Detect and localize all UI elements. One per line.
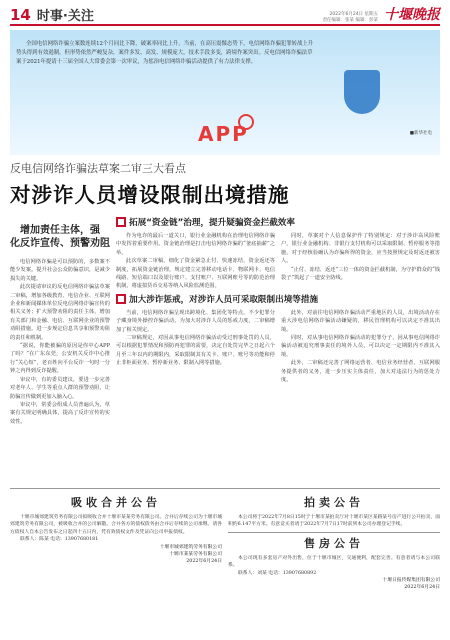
section1-col1 bbox=[116, 232, 275, 291]
section2-heading bbox=[116, 293, 440, 305]
paragraph: 同时，对从事电信网络诈骗活动的犯罪分子，因从事电信网络诈骗活动被追究刑事责任的境外人员，可以决定一定期限内不准其入境。 bbox=[281, 335, 440, 358]
paragraph: 作为电诈的最后一道关口，银行业金融机构在治理电信网络诈骗中发挥着重要作用。资金链治理是打击电信网络诈骗的“釜底抽薪”之举。 bbox=[116, 233, 275, 256]
auction-notice bbox=[228, 492, 440, 592]
page-header bbox=[10, 4, 440, 26]
sale-notice-sign: 十堰日报传媒集团有限公司 bbox=[382, 578, 440, 584]
section2-title: 加大涉诈惩戒，对涉诈人员可采取限制出境等措施 bbox=[129, 294, 319, 305]
app-label: APP bbox=[198, 122, 249, 146]
section2-body bbox=[116, 309, 440, 385]
paragraph: 审议中，常委会组成人员普遍认为，草案有关规定明确具体，提高了反诈宣传的实效性。 bbox=[10, 401, 110, 425]
right-column bbox=[116, 214, 440, 426]
paragraph: 二审稿规定，对因从事电信网络诈骗活动受过刑事处罚的人员，可以根据犯罪情况和预防再犯罪的需要，决定自处罚完毕之日起六个月至三年以内的期限内，采取限制其有关卡、账户、账号等功能和停止非柜面业务、暂停新业务、限制入网等措施。 bbox=[116, 335, 275, 367]
sale-notice-title: 售房公告 bbox=[304, 536, 364, 550]
photo-credit: ■新华社电 bbox=[409, 131, 432, 136]
sale-notice-contact: 联系人：刘某 电话：13907680892 bbox=[238, 570, 317, 576]
section1-body bbox=[116, 232, 440, 291]
paragraph: 此外，对前往电信网络诈骗活动严重地区的人员，出境活动存在重大涉电信网络诈骗活动嫌疑的，移民管理机构可以决定不准其出境。 bbox=[281, 309, 440, 333]
paragraph: 当前，电信网络诈骗呈现出跨境化、集团化等特点，不少犯罪分子藏身境外操控诈骗活动。为加大对涉诈人员的惩戒力度，二审稿增加了相关规定。 bbox=[116, 309, 275, 333]
section1-title: 拓展“资金链”治理，提升疑骗资金拦截效率 bbox=[129, 218, 295, 228]
section2-col1 bbox=[116, 309, 275, 385]
article-headline: 对涉诈人员增设限制出境措施 bbox=[10, 183, 290, 207]
header-date: 2022年6月24日 星期五 bbox=[329, 12, 378, 17]
merger-notice-contact: 联系人：陈某 电话：13907680181 bbox=[20, 537, 99, 543]
auction-notice-title: 拍卖公告 bbox=[304, 496, 364, 509]
sale-notice-date: 2022年6月24日 bbox=[404, 585, 440, 591]
paragraph: “止付、冻结、返还”三位一体的资金拦截机制，为守护群众的“钱袋子”筑起了一道安全防线。 bbox=[281, 266, 440, 282]
paragraph: 审议中，有的委员建议，要进一步完善对老年人、学生等重点人群的预警劝阻，让防骗宣传做到更加入脑入心。 bbox=[10, 376, 110, 400]
paragraph: 同时，草案对个人信息保护作了特别规定：对于涉诈高风险账户，银行业金融机构、非银行支付机构可以采取限制、暂停服务等措施，对于经核验确认为诈骗所得的资金，应当按照规定及时返还被害人。 bbox=[281, 233, 440, 265]
section1-heading bbox=[116, 216, 440, 228]
intro-text: 全国电信网络诈骗立案数连续12个月同比下降，破案率同比上升。当前，在高压震慑态势下，电信网络诈骗犯罪转战上升势头得到有效遏制，但形势依然严峻复杂，案件多发、高发、规模庞大，技术手段多变，跨境作案突出。反电信网络诈骗法草案于2021年提请十三届全国人大常委会第一次审议，为惩治电信网络诈骗活动提供了有力法律支撑。 bbox=[16, 41, 314, 65]
merger-notice bbox=[10, 492, 222, 592]
section1-col2 bbox=[281, 232, 440, 291]
header-meta bbox=[94, 12, 378, 24]
section-marker-icon bbox=[116, 217, 126, 227]
newspaper-logo: 十堰晚报 bbox=[384, 7, 440, 23]
paragraph: 此次草案二审稿，细化了资金紧急止付、快速冻结、资金返还等制度，拓展资金链治理。规定建立完善移动电话卡、物联网卡、电信线路、短信端口以及银行账户、支付账户、互联网账号等的防范治理机制，将虚拟货币交易等纳入风险监测范围。 bbox=[116, 258, 275, 290]
merger-notice-body: 十堰市城郊建筑劳务有限公司拟吸收合并十堰市某某劳务有限公司。合并后存续公司为十堰市城郊建筑劳务有限公司，被吸收合并的公司解散。合并各方的债权债务由合并后存续的公司承继。请各方债权人自本公告发布之日起四十五日内，凭有效债权文件及凭证向公司申报债权。 bbox=[10, 515, 222, 535]
section-title: 时事·关注 bbox=[36, 9, 94, 24]
left-column bbox=[10, 214, 110, 426]
merger-notice-date: 2022年6月24日 bbox=[186, 559, 222, 565]
sale-notice bbox=[228, 532, 440, 592]
paragraph: “据说，你能被骗的原因是你中心APP了吗？”在广东东莞，公安机关反诈中心推行“关心短”，老百姓向平台反诈一句时一分钟之内得到反诈提醒。 bbox=[10, 343, 110, 375]
left-subhead-line2: 化反诈宣传、预警劝阻 bbox=[10, 238, 110, 249]
merger-notice-title: 吸收合并公告 bbox=[71, 496, 161, 509]
section-marker-icon bbox=[116, 294, 126, 304]
left-subhead bbox=[10, 224, 110, 250]
sale-notice-body: 本公司现有多套房产对外出售，位于十堰市城区，交通便利，配套完善。有意者请与本公司联系。 bbox=[228, 555, 440, 569]
paragraph: 电信网络诈骗是可以预防的，多数案不能少发案。提升社会公众防骗意识，是减少损失的关键。 bbox=[10, 259, 110, 282]
merger-notice-sign1: 十堰市城郊建筑劳务有限公司 bbox=[159, 544, 222, 550]
section2-col2 bbox=[281, 309, 440, 385]
shield-icon bbox=[344, 70, 380, 114]
notices-area bbox=[10, 488, 440, 592]
hero-illustration bbox=[10, 30, 440, 155]
header-editors: 责任编辑：张某 编辑：彭某 bbox=[322, 18, 378, 23]
auction-notice-body: 本公司将于2022年7月8日15时于十堰市某拍卖厅对十堰市某区某路某号房产进行公开拍卖，面积约6.147平方米。有意竞买者请于2022年7月7日17时前到本公司办理登记手续。 bbox=[228, 515, 440, 528]
left-subhead-line1: 增加责任主体，强 bbox=[20, 225, 100, 236]
merger-notice-sign2: 十堰市某某劳务有限公司 bbox=[169, 552, 222, 558]
page-number: 14 bbox=[10, 6, 31, 24]
article-body bbox=[10, 214, 440, 426]
paragraph: 此外，二审稿还完善了网络运营者、电信业务经营者、互联网服务提供者的义务，进一步压实主体责任，加大对违法行为的惩处力度。 bbox=[281, 360, 440, 384]
paragraph: 此次提请审议的反电信网络诈骗法草案二审稿，增加各级教育、电信企业、互联网企业和新闻媒体单位反电信网络诈骗宣传的相关义务；扩大预警劝阻的责任主体，增加有关部门和金融、电信、互联网企业的预警劝阻措施。进一步规定信息共享和预警劝阻的责任和机制。 bbox=[10, 284, 110, 341]
article-kicker: 反电信网络诈骗法草案二审三大看点 bbox=[10, 162, 186, 175]
